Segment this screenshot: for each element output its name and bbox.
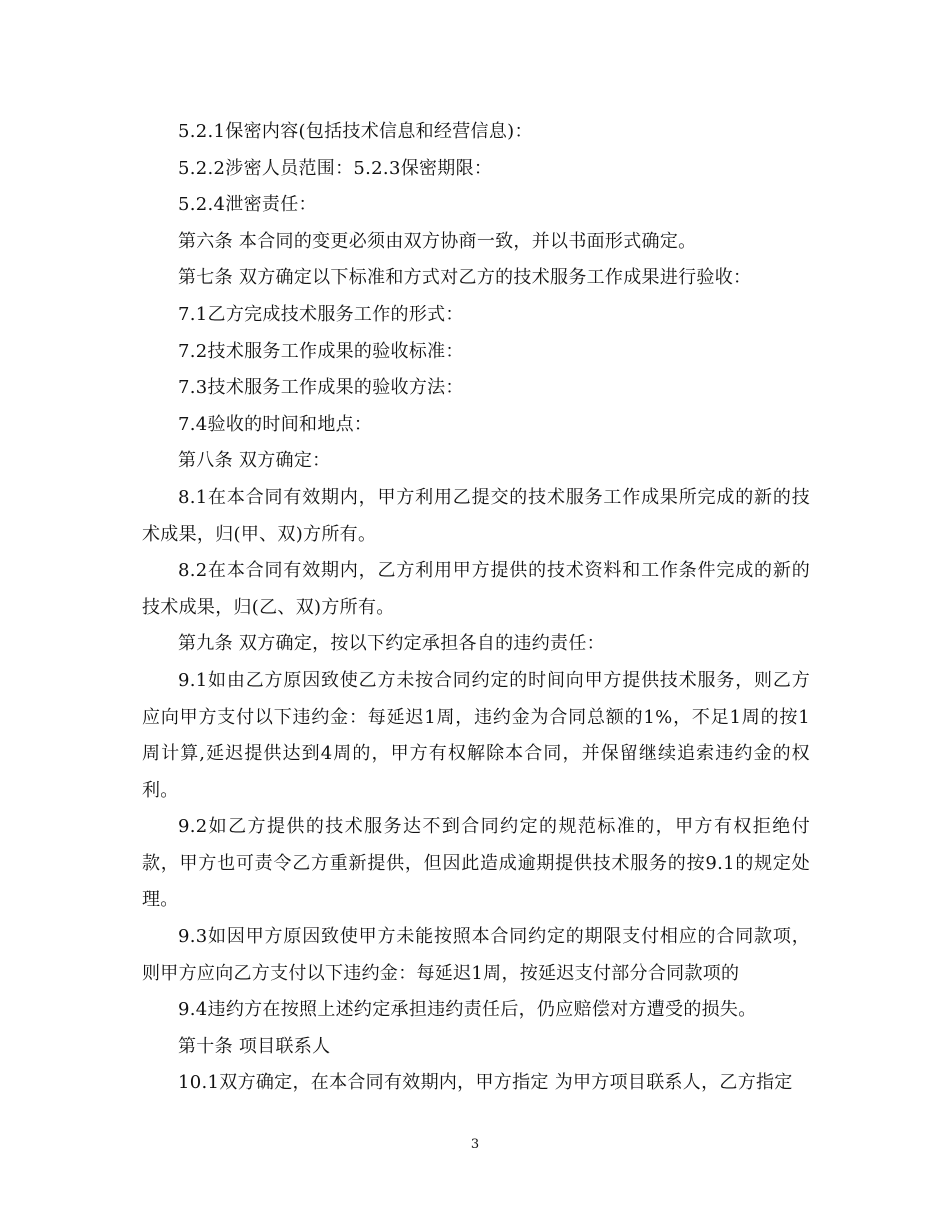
article-9: 第九条 双方确定，按以下约定承担各自的违约责任： [178, 633, 605, 655]
clause-7-2: 7.2技术服务工作成果的验收标准： [178, 340, 464, 362]
article-8: 第八条 双方确定： [178, 450, 331, 472]
article-7: 第七条 双方确定以下标准和方式对乙方的技术服务工作成果进行验收： [178, 267, 752, 289]
clause-7-3: 7.3技术服务工作成果的验收方法： [178, 377, 464, 399]
clause-9-3: 9.3如因甲方原因致使甲方未能按照本合同约定的期限支付相应的合同款项，则甲方应向乙方支付以下违约金：每延迟1周，按延迟支付部分合同款项的 [142, 926, 810, 984]
clause-10-1: 10.1双方确定，在本合同有效期内，甲方指定 为甲方项目联系人，乙方指定 [178, 1072, 793, 1094]
clause-8-1: 8.1在本合同有效期内，甲方利用乙提交的技术服务工作成果所完成的新的技术成果，归(甲、双)方所有。 [142, 486, 810, 545]
clause-5-2-2: 5.2.2涉密人员范围：5.2.3保密期限： [178, 157, 493, 179]
page-number: 3 [470, 1137, 480, 1152]
clause-5-2-1: 5.2.1保密内容(包括技术信息和经营信息)： [178, 121, 533, 142]
article-6: 第六条 本合同的变更必须由双方协商一致，并以书面形式确定。 [178, 230, 697, 252]
document-body [142, 114, 810, 1102]
clause-8-2: 8.2在本合同有效期内，乙方利用甲方提供的技术资料和工作条件完成的新的技术成果，归(乙、双)方所有。 [142, 560, 810, 618]
clause-9-4: 9.4违约方在按照上述约定承担违约责任后，仍应赔偿对方遭受的损失。 [178, 999, 757, 1021]
clause-9-1: 9.1如由乙方原因致使乙方未按合同约定的时间向甲方提供技术服务，则乙方应向甲方支付以下违约金：每延迟1周，违约金为合同总额的1%，不足1周的按1周计算,延迟提供达到4周的，甲方有权解除本合同，并保留继续追索违约金的权利。 [142, 669, 810, 801]
clause-7-1: 7.1乙方完成技术服务工作的形式： [178, 303, 464, 325]
article-10: 第十条 项目联系人 [178, 1035, 331, 1057]
clause-7-4: 7.4验收的时间和地点： [178, 413, 373, 435]
clause-5-2-4: 5.2.4泄密责任： [178, 194, 317, 216]
clause-9-2: 9.2如乙方提供的技术服务达不到合同约定的规范标准的，甲方有权拒绝付款，甲方也可责令乙方重新提供，但因此造成逾期提供技术服务的按9.1的规定处理。 [142, 816, 810, 911]
